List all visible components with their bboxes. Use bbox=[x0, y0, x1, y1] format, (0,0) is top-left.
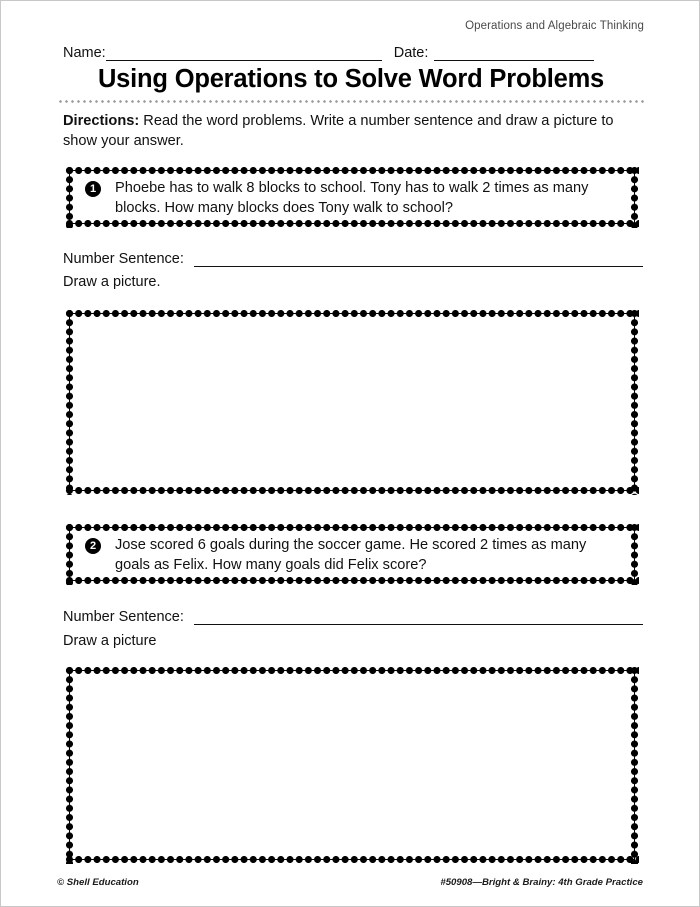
box-dots-bottom bbox=[65, 219, 639, 228]
problem-2-number-badge: 2 bbox=[85, 538, 101, 554]
problem-2-number-sentence-line[interactable] bbox=[194, 611, 643, 625]
problem-1-drawing-area[interactable] bbox=[65, 309, 639, 495]
date-label: Date: bbox=[393, 44, 429, 61]
strand-heading: Operations and Algebraic Thinking bbox=[465, 20, 644, 32]
box-dots-bottom bbox=[65, 486, 639, 495]
box-dots-right bbox=[630, 666, 639, 864]
directions-text: Read the word problems. Write a number sentence and draw a picture to show your answer. bbox=[63, 113, 614, 149]
name-date-row bbox=[63, 41, 643, 61]
title-divider bbox=[59, 100, 645, 103]
problem-1-text: Phoebe has to walk 8 blocks to school. Tony has to walk 2 times as many blocks. How many blocks does Tony walk to school? bbox=[115, 180, 589, 216]
problem-1-draw-label: Draw a picture. bbox=[63, 274, 161, 290]
box-dots-top bbox=[65, 166, 639, 175]
box-dots-right bbox=[630, 166, 639, 228]
page-footer bbox=[57, 877, 643, 888]
directions-label: Directions: bbox=[63, 113, 140, 129]
page-title: Using Operations to Solve Word Problems bbox=[97, 65, 605, 93]
box-dots-left bbox=[65, 309, 74, 495]
box-dots-top bbox=[65, 309, 639, 318]
problem-2-drawing-area[interactable] bbox=[65, 666, 639, 864]
problem-2-number-sentence-row bbox=[63, 605, 643, 625]
footer-product-info: #50908—Bright & Brainy: 4th Grade Practice bbox=[440, 877, 643, 888]
name-input-line[interactable] bbox=[106, 47, 382, 61]
problem-2-content bbox=[85, 536, 623, 575]
box-dots-left bbox=[65, 666, 74, 864]
problem-1-number-sentence-label: Number Sentence: bbox=[63, 250, 184, 267]
box-dots-right bbox=[630, 309, 639, 495]
problem-2-box bbox=[65, 523, 639, 585]
problem-1-number-sentence-row bbox=[63, 247, 643, 267]
box-dots-bottom bbox=[65, 576, 639, 585]
box-dots-left bbox=[65, 166, 74, 228]
date-input-line[interactable] bbox=[434, 47, 594, 61]
problem-2-text: Jose scored 6 goals during the soccer game. He scored 2 times as many goals as Felix. How many goals did Felix score? bbox=[115, 537, 587, 573]
box-dots-bottom bbox=[65, 855, 639, 864]
directions bbox=[63, 112, 643, 151]
name-label: Name: bbox=[63, 44, 106, 61]
problem-2-number-sentence-label: Number Sentence: bbox=[63, 608, 184, 625]
box-dots-top bbox=[65, 666, 639, 675]
problem-1-number-sentence-line[interactable] bbox=[194, 253, 643, 267]
box-dots-top bbox=[65, 523, 639, 532]
problem-2-draw-label: Draw a picture bbox=[63, 633, 157, 649]
problem-1-content bbox=[85, 179, 623, 218]
box-dots-right bbox=[630, 523, 639, 585]
footer-copyright: © Shell Education bbox=[57, 877, 139, 888]
problem-1-box bbox=[65, 166, 639, 228]
box-dots-left bbox=[65, 523, 74, 585]
problem-1-number-badge: 1 bbox=[85, 181, 101, 197]
